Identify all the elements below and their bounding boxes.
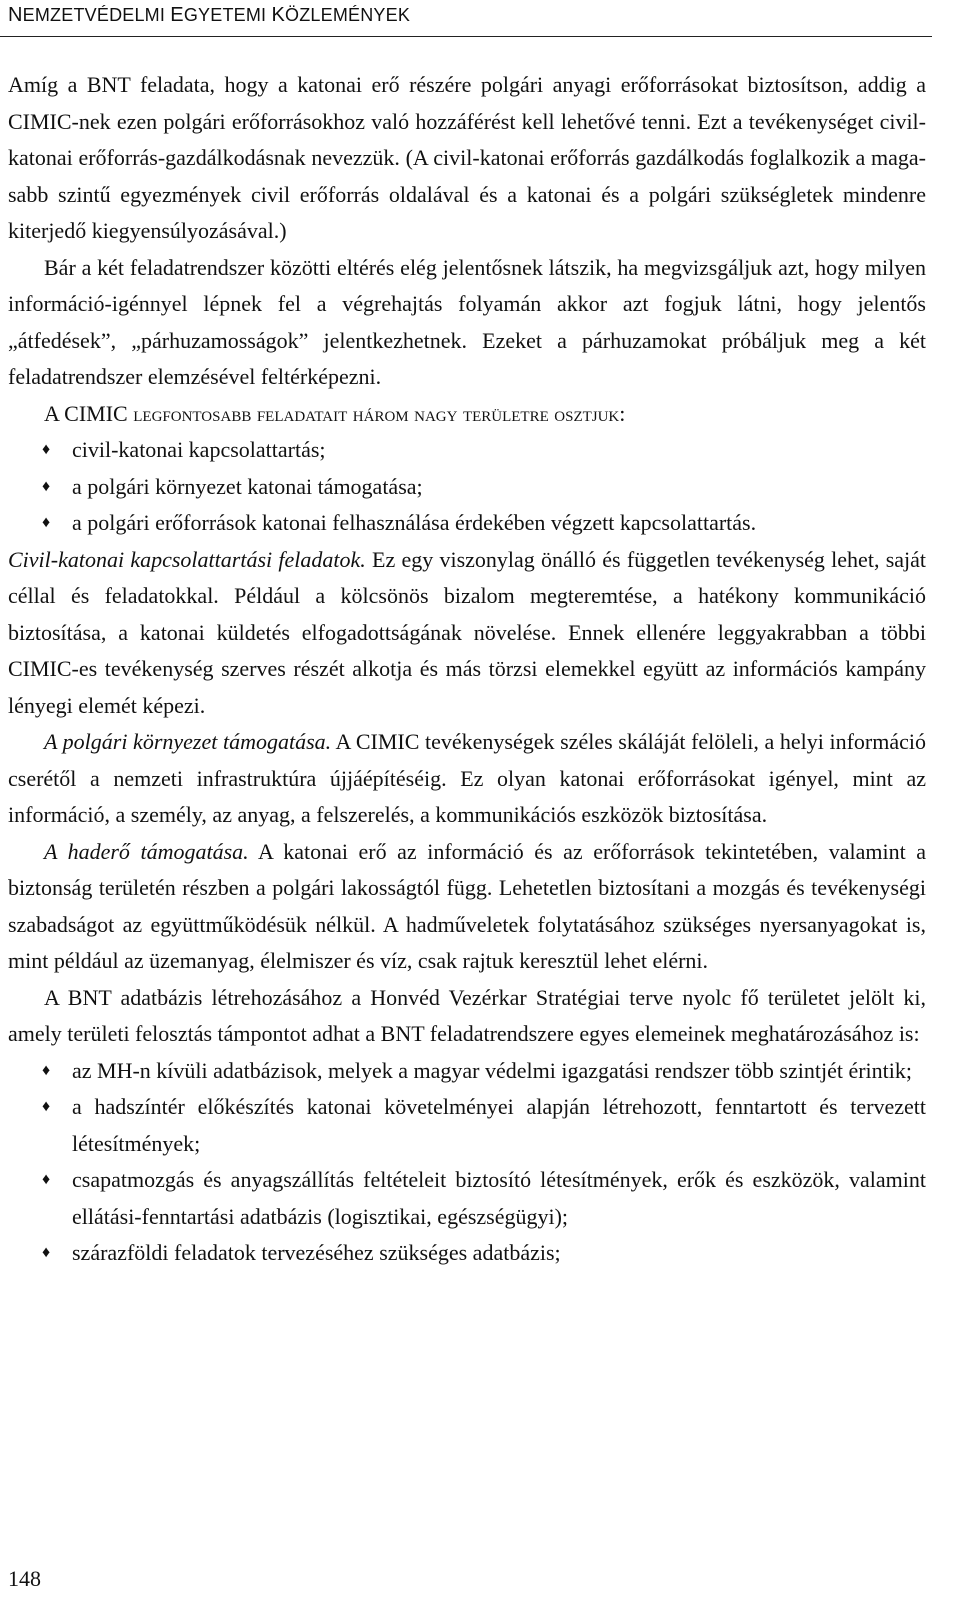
list-intro: A CIMIC legfontosabb feladatait három nagy területre osztjuk: bbox=[44, 400, 626, 426]
paragraph-civil-military-liaison: Civil-katonai kapcsolattartási feladatok. Ez egy viszonylag önálló és független tevékenység lehet, saját céllal és feladatokkal. Például a kölcsönös bizalom megteremtése, a hatékony kommunikáció biztosítása, a katonai küldetés elfogadottságának növelése. Ennek ellenére leggyakrabban a többi CIMIC-es tevékenység szerves részét alkotja és más törzsi elemekkel együtt az információs kampány lényegi elemét képezi. bbox=[8, 546, 927, 718]
cimic-task-list bbox=[8, 432, 926, 542]
diamond-bullet-icon: ♦ bbox=[42, 1098, 51, 1115]
list-item: ♦ a hadszíntér előkészítés katonai követelményei alapján létrehozott, fenntartott és tervezett létesítmények; bbox=[8, 1089, 926, 1162]
diamond-bullet-icon: ♦ bbox=[42, 477, 51, 495]
list-item: ♦ a polgári erőforrások katonai felhasználása érdekében végzett kapcsolattartás. bbox=[8, 505, 926, 542]
list-item: ♦ a polgári környezet katonai támogatása; bbox=[8, 469, 926, 506]
diamond-bullet-icon: ♦ bbox=[42, 441, 51, 458]
diamond-bullet-icon: ♦ bbox=[42, 514, 51, 531]
page-number: 148 bbox=[8, 1566, 41, 1591]
running-header: NEMZETVÉDELMI EGYETEMI KÖZLEMÉNYEK bbox=[8, 4, 411, 26]
list-item: ♦ szárazföldi feladatok tervezéséhez szükséges adatbázis; bbox=[8, 1235, 926, 1272]
database-area-list bbox=[8, 1053, 926, 1272]
paragraph-civil-environment-support: A polgári környezet támogatása. A CIMIC tevékenységek széles skáláját felöleli, a helyi információ cserétől a nemzeti infrastruktúra újjáépítéséig. Ez olyan katonai erőforrásokat igényel, mint az információ, a személy, az anyag, a felszerelés, a kommunikációs eszközök biztosítása. bbox=[8, 729, 926, 827]
diamond-bullet-icon: ♦ bbox=[42, 1244, 51, 1261]
paragraph-bnt-database: A BNT adatbázis létrehozásához a Honvéd Vezérkar Stratégiai terve nyolc fő területet jelölt ki, amely területi felosztás támpontot adhat a BNT feladatrendszere egyes elemeinek meghatározásához is: bbox=[8, 984, 926, 1046]
paragraph-2: Bár a két feladatrendszer közötti eltérés elég jelentősnek látszik, ha megvizsgáljuk azt, hogy milyen információ-igénnyel lépnek fel a végrehajtás folyamán akkor azt fogjuk látni, hogy jelentős „átfedések”, „párhuzamosságok” jelentkezhetnek. Ezeket a párhuzamokat próbáljuk meg a két feladatrendszer elemzésével feltérképezni. bbox=[8, 254, 926, 389]
paragraph-force-support: A haderő támogatása. A katonai erő az információ és az erőforrások tekintetében, valamint a biztonság területén részben a polgári lakosságtól függ. Lehetetlen biztosítani a mozgás és tevékenységi szabadságot az együttműködésük nélkül. A hadműveletek folytatásához szükséges nyersanyagokat is, mint például az üzemanyag, élelmiszer és víz, csak rajtuk keresztül lehet elérni. bbox=[8, 838, 926, 973]
list-item: ♦ civil-katonai kapcsolattartás; bbox=[8, 432, 926, 469]
diamond-bullet-icon: ♦ bbox=[42, 1171, 51, 1188]
diamond-bullet-icon: ♦ bbox=[42, 1061, 51, 1079]
paragraph-1: Amíg a BNT feladata, hogy a katonai erő részére polgári anyagi erőforrásokat biztosítson, addig a CIMIC-nek ezen polgári erőforrásokhoz való hozzáférést kell lehetővé tenni. Ezt a tevékenységet civil-katonai erőforrás-gazdálkodásnak nevezzük. (A civil-katonai erőforrás gazdálkodás foglalkozik a magasabb szintű egyezmények civil erőforrás oldalával és a katonai és a polgári szükségletek mindenre kiterjedő kiegyensúlyozásával.) bbox=[8, 72, 926, 243]
list-item: ♦ csapatmozgás és anyagszállítás feltételeit biztosító létesítmények, erők és eszközök, valamint ellátási-fenntartási adatbázis (logisztikai, egészségügyi); bbox=[8, 1162, 926, 1235]
header-rule bbox=[0, 36, 932, 37]
list-item: ♦ az MH-n kívüli adatbázisok, melyek a magyar védelmi igazgatási rendszer több szintjét érintik; bbox=[8, 1053, 926, 1090]
body-text bbox=[8, 67, 926, 1272]
